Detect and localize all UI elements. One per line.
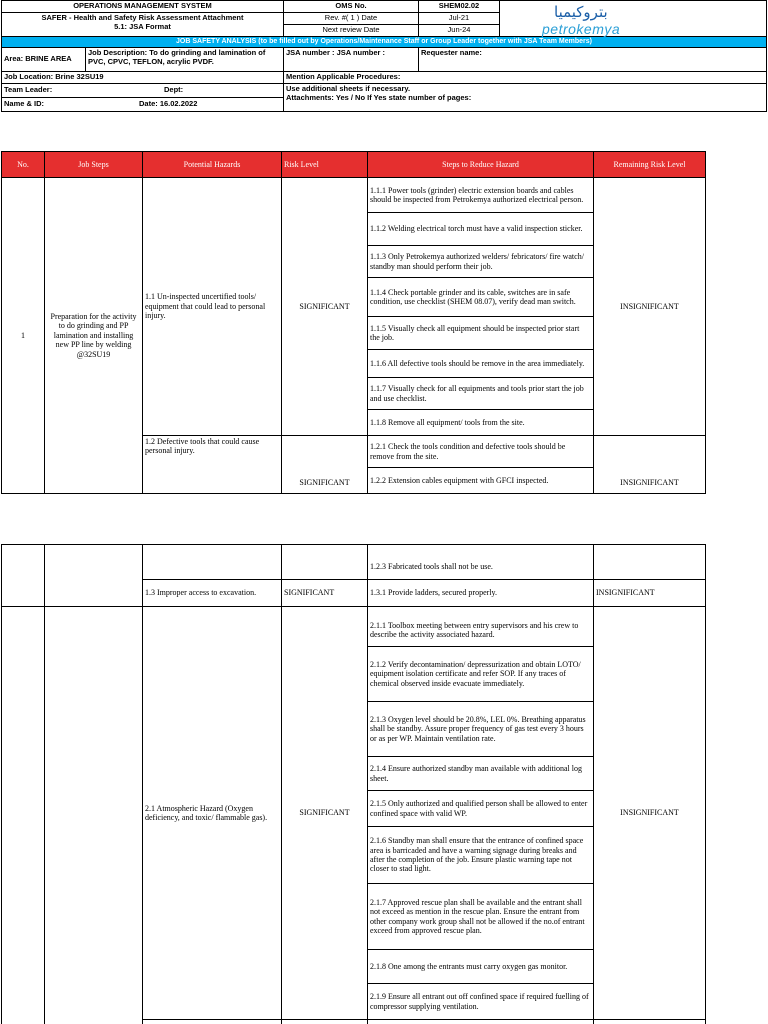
oms-label: OMS No. — [284, 1, 419, 13]
table-row — [2, 545, 706, 580]
col-header-potential-hazards: Potential Hazards — [143, 152, 282, 178]
control-2-1-8: 2.1.8 One among the entrants must carry oxygen gas monitor. — [368, 950, 594, 984]
applicable-procedures-field: Mention Applicable Procedures: — [284, 72, 767, 84]
hazard-2-1: 2.1 Atmospheric Hazard (Oxygen deficiency, and toxic/ flammable gas). — [143, 607, 282, 1020]
document-title — [2, 12, 284, 36]
control-2-1-2: 2.1.2 Verify decontamination/ depressurization and obtain LOTO/ equipment isolation certificate and refer SOP. If any traces of chemical observed inside evacuate immediately. — [368, 647, 594, 702]
table-header-row — [2, 152, 706, 178]
remaining-risk-1-2: INSIGNIFICANT — [594, 436, 706, 494]
hazard-1-2-cont — [143, 545, 282, 580]
next-review-label: Next review Date — [284, 24, 419, 36]
remaining-risk-1-2-cont — [594, 545, 706, 580]
control-2-1-4: 2.1.4 Ensure authorized standby man available with additional log sheet. — [368, 757, 594, 791]
step-number: 1 — [2, 178, 45, 494]
control-2-1-5: 2.1.5 Only authorized and qualified person shall be allowed to enter confined space with valid WP. — [368, 791, 594, 827]
next-review-date: Jun-24 — [419, 24, 500, 36]
job-step-2 — [45, 607, 143, 1024]
control-2-1-9: 2.1.9 Ensure all entrant out off confined space if required fuelling of compressor supplying ventilation. — [368, 984, 594, 1020]
jsa-table-page-2 — [1, 544, 706, 1024]
team-info — [2, 84, 284, 112]
jsa-banner: JOB SAFETY ANALYSIS (to be filled out by Operations/Maintenance Staff or Group Leader together with JSA Team Members) — [2, 36, 767, 47]
remaining-risk-2-2 — [594, 1020, 706, 1024]
control-2-1-7: 2.1.7 Approved rescue plan shall be available and the entrant shall not exceed as mention in the rescue plan. Ensure the entrant from other company work group shall not be allowed if the no.of entrant exceed from approved rescue plan. — [368, 884, 594, 950]
revision-label: Rev. #( 1 ) Date — [284, 12, 419, 24]
col-header-remaining-risk: Remaining Risk Level — [594, 152, 706, 178]
job-description-field: Job Description: To do grinding and lamination of PVC, CPVC, TEFLON, acrylic PVDF. — [86, 48, 284, 72]
attachments-field: Attachments: Yes / No If Yes state number of pages: — [286, 92, 472, 102]
table-row — [2, 607, 706, 647]
oms-value: SHEM02.02 — [419, 1, 500, 13]
hazard-1-2: 1.2 Defective tools that could cause personal injury. — [143, 436, 282, 494]
control-1-1-4: 1.1.4 Check portable grinder and its cable, switches are in safe condition, use checklist (SHEM 08.07), verify dead man switch. — [368, 278, 594, 317]
hazard-1-3: 1.3 Improper access to excavation. — [143, 580, 282, 607]
table-row — [2, 178, 706, 213]
name-id-field: Name & ID: — [4, 99, 45, 109]
attachments-info — [284, 84, 767, 112]
logo-arabic-text: بتروكيميا — [554, 3, 608, 21]
petrokemya-logo — [536, 3, 626, 41]
control-1-1-8: 1.1.8 Remove all equipment/ tools from the site. — [368, 410, 594, 436]
date-field: Date: 16.02.2022 — [139, 99, 198, 109]
team-leader-field: Team Leader: — [4, 85, 53, 95]
system-name: OPERATIONS MANAGEMENT SYSTEM — [2, 1, 284, 13]
control-1-2-1: 1.2.1 Check the tools condition and defective tools should be remove from the site. — [368, 436, 594, 468]
remaining-risk-1-1: INSIGNIFICANT — [594, 178, 706, 436]
requester-name-field: Requester name: — [419, 48, 767, 72]
additional-sheets-note: Use additional sheets if necessary. — [286, 84, 411, 94]
control-1-1-5: 1.1.5 Visually check all equipment should be inspected prior start the job. — [368, 317, 594, 350]
control-2-1-3: 2.1.3 Oxygen level should be 20.8%, LEL 0%. Breathing apparatus shall be standby. Assure proper frequency of gas test every 3 hours or as per WP. Maintain ventilation rate. — [368, 702, 594, 757]
control-1-2-2: 1.2.2 Extension cables equipment with GFCI inspected. — [368, 468, 594, 494]
risk-level-2-2 — [282, 1020, 368, 1024]
control-1-2-3: 1.2.3 Fabricated tools shall not be use. — [368, 545, 594, 580]
risk-level-1-2: SIGNIFICANT — [282, 436, 368, 494]
step-number-2 — [2, 607, 45, 1024]
remaining-risk-1-3: INSIGNIFICANT — [594, 580, 706, 607]
revision-date: Jul-21 — [419, 12, 500, 24]
control-1-3-1: 1.3.1 Provide ladders, secured properly. — [368, 580, 594, 607]
control-2-1-1: 2.1.1 Toolbox meeting between entry supervisors and his crew to describe the activity associated hazard. — [368, 607, 594, 647]
risk-level-1-2-cont — [282, 545, 368, 580]
document-header — [1, 0, 767, 112]
job-location-field: Job Location: Brine 32SU19 — [2, 72, 284, 84]
control-2-1-6: 2.1.6 Standby man shall ensure that the entrance of confined space area is barricaded and have a warning signage during breaks and after the completion of the job. Ensure plastic warning tape not closer to stad light. — [368, 827, 594, 884]
control-2-2-1 — [368, 1020, 594, 1024]
document-title-line1: SAFER - Health and Safety Risk Assessment Attachment — [41, 12, 244, 22]
risk-level-2-1: SIGNIFICANT — [282, 607, 368, 1020]
step-number-cont — [2, 545, 45, 607]
risk-level-1-1: SIGNIFICANT — [282, 178, 368, 436]
hazard-2-2 — [143, 1020, 282, 1024]
logo-english-text: petrokemya — [542, 21, 621, 37]
control-1-1-6: 1.1.6 All defective tools should be remove in the area immediately. — [368, 350, 594, 378]
job-step-text: Preparation for the activity to do grinding and PP lamination and installing new PP line by welding @32SU19 — [45, 178, 143, 494]
jsa-number-field: JSA number : JSA number : — [284, 48, 419, 72]
job-step-cont — [45, 545, 143, 607]
hazard-1-1: 1.1 Un-inspected uncertified tools/ equipment that could lead to personal injury. — [143, 178, 282, 436]
risk-level-1-3: SIGNIFICANT — [282, 580, 368, 607]
control-1-1-3: 1.1.3 Only Petrokemya authorized welders/ febricators/ fire watch/ standby man should perform their job. — [368, 246, 594, 278]
control-1-1-2: 1.1.2 Welding electrical torch must have a valid inspection sticker. — [368, 213, 594, 246]
jsa-table-page-1 — [1, 151, 706, 494]
col-header-steps-to-reduce: Steps to Reduce Hazard — [368, 152, 594, 178]
dept-field: Dept: — [164, 85, 184, 95]
col-header-no: No. — [2, 152, 45, 178]
col-header-risk-level: Risk Level — [282, 152, 368, 178]
document-title-line2: 5.1: JSA Format — [114, 21, 171, 31]
area-field: Area: BRINE AREA — [2, 48, 86, 72]
remaining-risk-2-1: INSIGNIFICANT — [594, 607, 706, 1020]
control-1-1-7: 1.1.7 Visually check for all equipments and tools prior start the job and use checklist. — [368, 378, 594, 410]
col-header-job-steps: Job Steps — [45, 152, 143, 178]
control-1-1-1: 1.1.1 Power tools (grinder) electric extension boards and cables should be inspected from Petrokemya authorized electrical person. — [368, 178, 594, 213]
